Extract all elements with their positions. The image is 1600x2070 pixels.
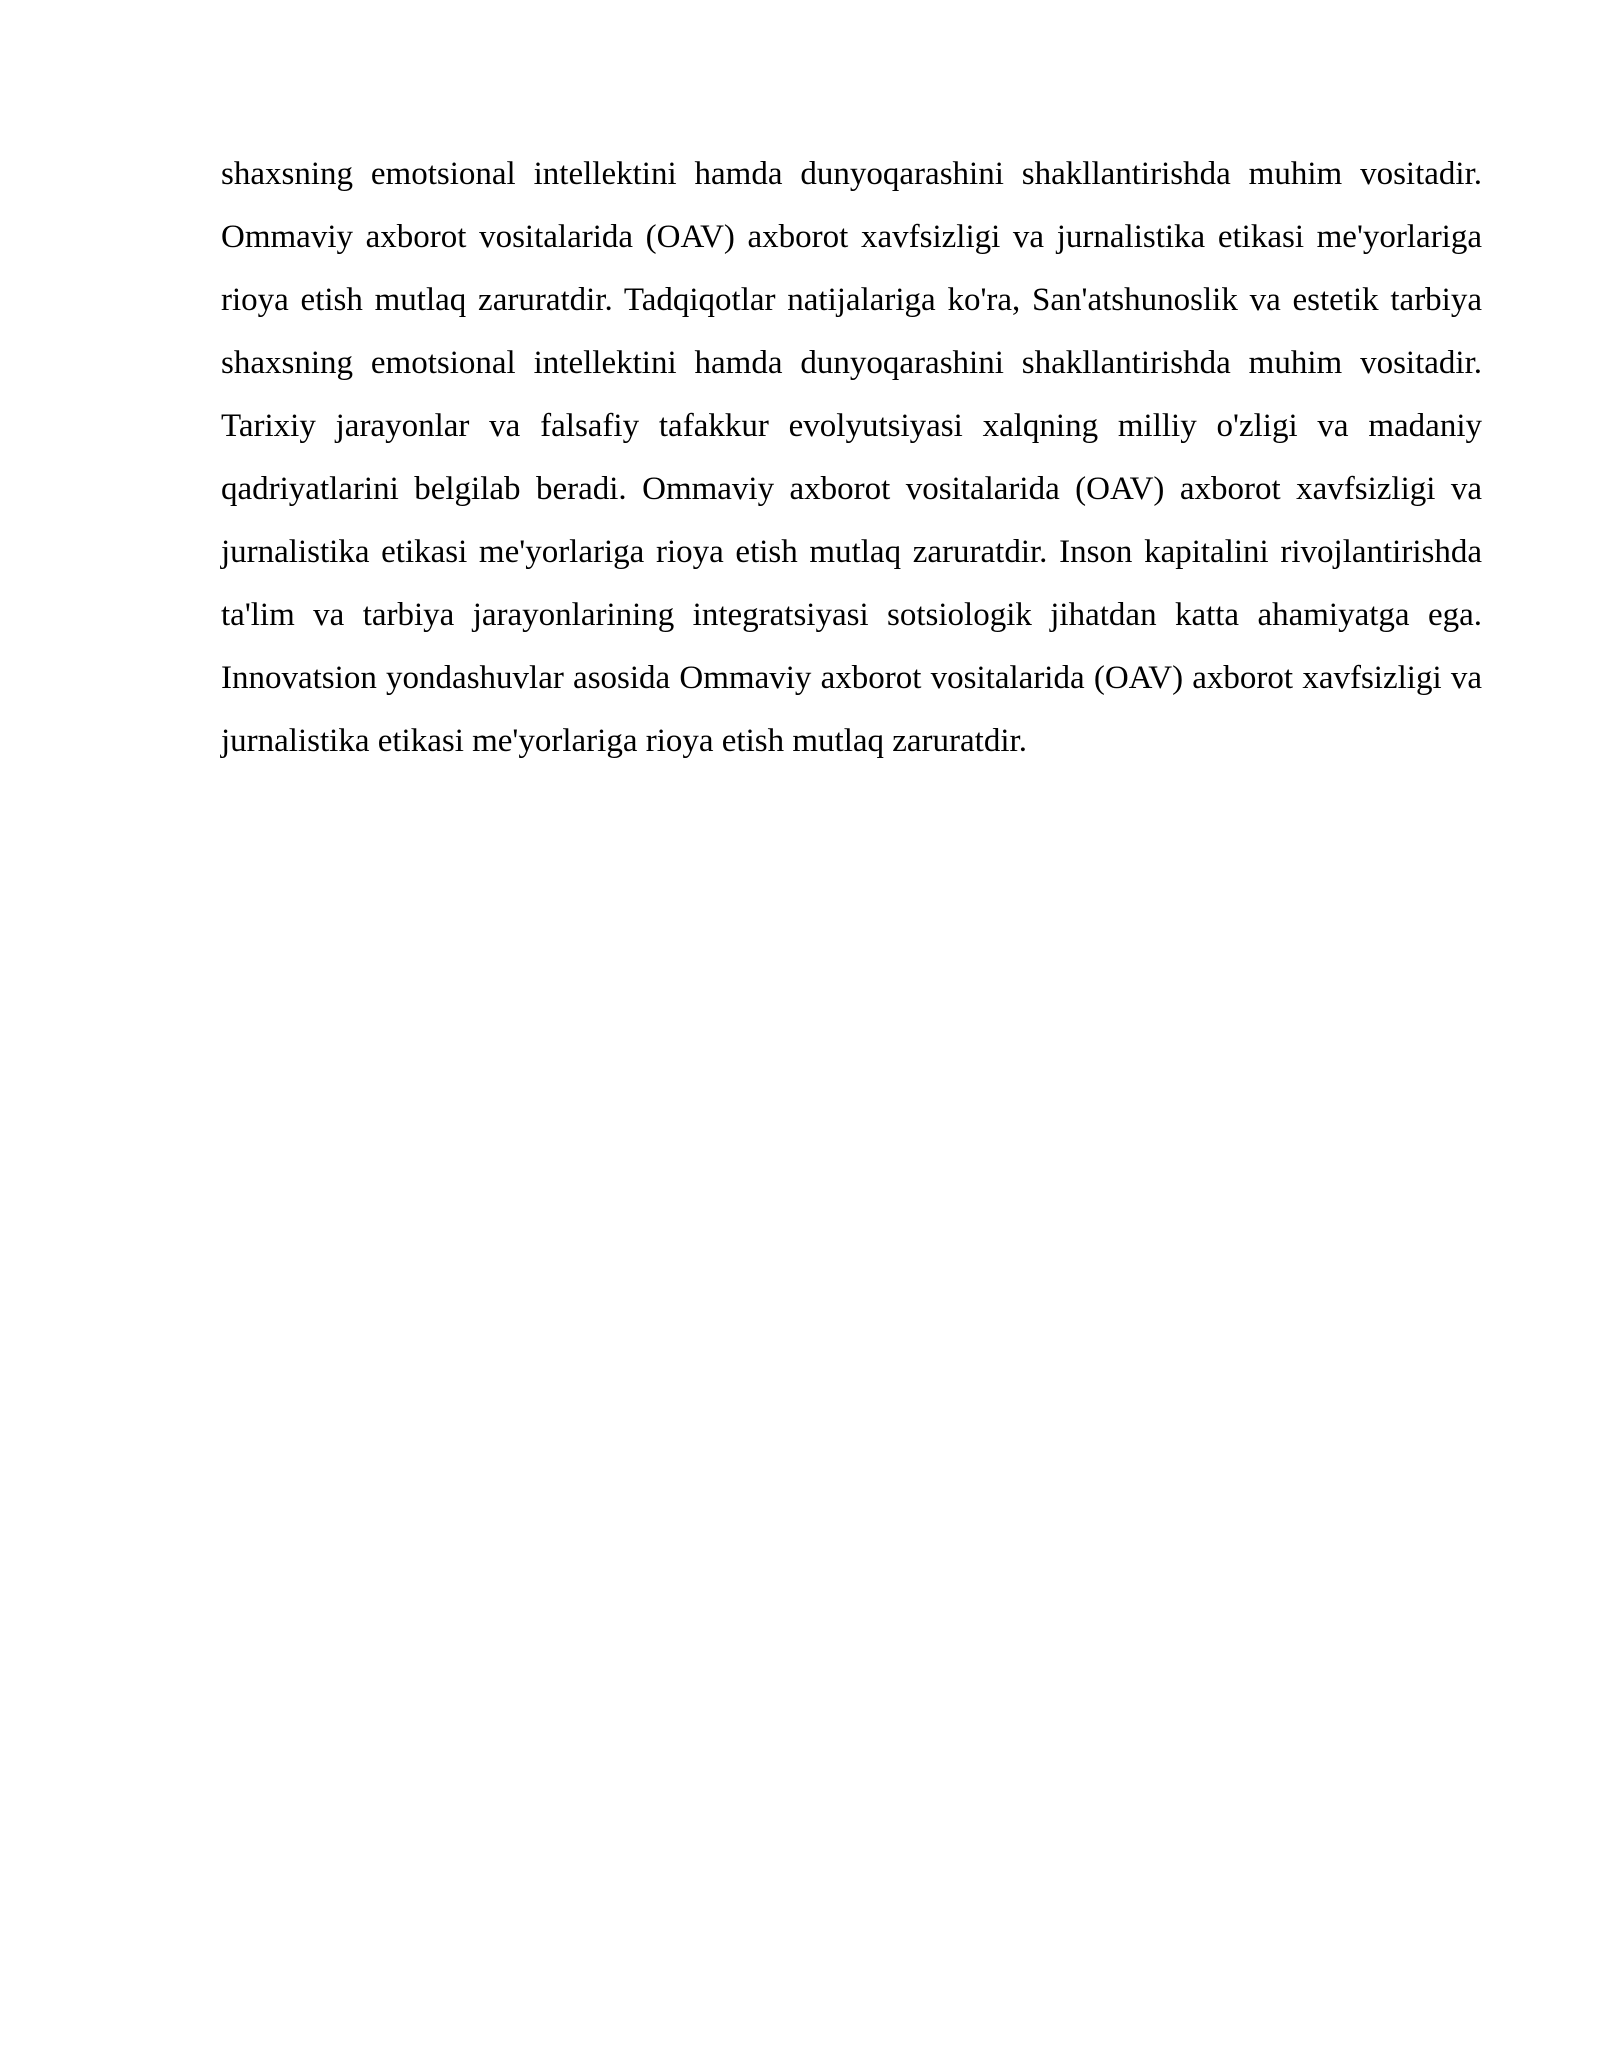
body-paragraph: shaxsning emotsional intellektini hamda dunyoqarashini shakllantirishda muhim vositadir. Ommaviy axborot vositalarida (OAV) axborot xavfsizligi va jurnalistika etikasi me'yorlariga rioya etish mutlaq zaruratdir. Tadqiqotlar natijalariga ko'ra, San'atshunoslik va estetik tarbiya shaxsning emotsional intellektini hamda dunyoqarashini shakllantirishda muhim vositadir. Tarixiy jarayonlar va falsafiy tafakkur evolyutsiyasi xalqning milliy o'zligi va madaniy qadriyatlarini belgilab beradi. Ommaviy axborot vositalarida (OAV) axborot xavfsizligi va jurnalistika etikasi me'yorlariga rioya etish mutlaq zaruratdir. Inson kapitalini rivojlantirishda ta'lim va tarbiya jarayonlarining integratsiyasi sotsiologik jihatdan katta ahamiyatga ega. Innovatsion yondashuvlar asosida Ommaviy axborot vositalarida (OAV) axborot xavfsizligi va jurnalistika etikasi me'yorlariga rioya etish mutlaq zaruratdir. bbox=[221, 156, 1482, 759]
